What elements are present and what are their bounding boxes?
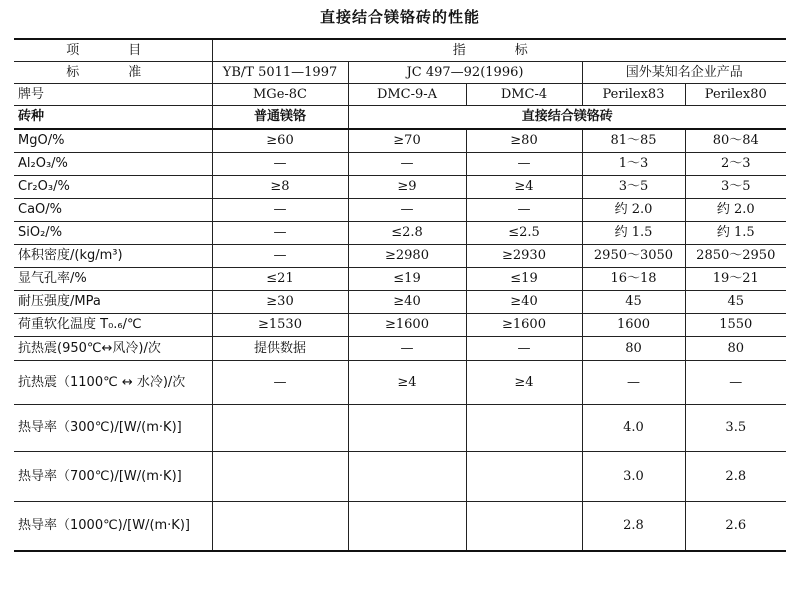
value-cell — [212, 501, 348, 551]
value-cell: 80 — [685, 336, 786, 360]
header-row-type — [14, 105, 786, 129]
row-label: CaO/% — [14, 198, 212, 221]
value-cell: 约 1.5 — [582, 221, 685, 244]
value-cell: 3～5 — [685, 175, 786, 198]
value-cell: 80 — [582, 336, 685, 360]
value-cell: 80～84 — [685, 129, 786, 152]
row-label: 抗热震(950℃↔风冷)/次 — [14, 336, 212, 360]
value-cell: 1600 — [582, 313, 685, 336]
value-cell — [348, 404, 466, 451]
value-cell: 4.0 — [582, 404, 685, 451]
value-cell: — — [212, 244, 348, 267]
properties-table — [14, 38, 786, 552]
value-cell: — — [685, 360, 786, 404]
row-label: 显气孔率/% — [14, 267, 212, 290]
value-cell: 81～85 — [582, 129, 685, 152]
value-cell: ≤2.5 — [466, 221, 582, 244]
value-cell: ≤19 — [466, 267, 582, 290]
value-cell: — — [348, 152, 466, 175]
table-row — [14, 501, 786, 551]
value-cell: — — [348, 336, 466, 360]
table-row — [14, 404, 786, 451]
value-cell: 约 2.0 — [582, 198, 685, 221]
row-label: 抗热震（1100℃ ↔ 水冷)/次 — [14, 360, 212, 404]
standard-foreign: 国外某知名企业产品 — [582, 61, 786, 83]
header-indicator: 指 标 — [212, 39, 786, 61]
value-cell: 2.8 — [685, 451, 786, 501]
row-label: 热导率（300℃)/[W/(m·K)] — [14, 404, 212, 451]
value-cell: 45 — [685, 290, 786, 313]
row-label: 荷重软化温度 T₀.₆/℃ — [14, 313, 212, 336]
value-cell: ≥40 — [348, 290, 466, 313]
value-cell: — — [212, 152, 348, 175]
brand-cell: Perilex80 — [685, 83, 786, 105]
table-row — [14, 175, 786, 198]
value-cell: ≥1600 — [348, 313, 466, 336]
value-cell — [348, 501, 466, 551]
value-cell: — — [466, 198, 582, 221]
table-row — [14, 198, 786, 221]
table-row — [14, 290, 786, 313]
row-label: MgO/% — [14, 129, 212, 152]
value-cell: 1～3 — [582, 152, 685, 175]
type-ordinary: 普通镁铬 — [212, 105, 348, 129]
value-cell — [212, 404, 348, 451]
value-cell: — — [212, 198, 348, 221]
value-cell: ≥80 — [466, 129, 582, 152]
value-cell: ≥8 — [212, 175, 348, 198]
value-cell: ≤21 — [212, 267, 348, 290]
value-cell: 2850～2950 — [685, 244, 786, 267]
value-cell — [466, 404, 582, 451]
table-row — [14, 267, 786, 290]
value-cell — [466, 501, 582, 551]
header-item: 项 目 — [14, 39, 212, 61]
row-label: 热导率（700℃)/[W/(m·K)] — [14, 451, 212, 501]
value-cell: 3.0 — [582, 451, 685, 501]
value-cell: ≥2930 — [466, 244, 582, 267]
standard-label: 标 准 — [14, 61, 212, 83]
table-row — [14, 129, 786, 152]
value-cell: 2.8 — [582, 501, 685, 551]
table-title: 直接结合镁铬砖的性能 — [319, 8, 480, 26]
brand-cell: DMC-9-A — [348, 83, 466, 105]
value-cell: 16～18 — [582, 267, 685, 290]
value-cell: 45 — [582, 290, 685, 313]
value-cell: 1550 — [685, 313, 786, 336]
value-cell: ≥9 — [348, 175, 466, 198]
value-cell: ≤19 — [348, 267, 466, 290]
brand-cell: MGe-8C — [212, 83, 348, 105]
value-cell: ≥40 — [466, 290, 582, 313]
header-row-brand — [14, 83, 786, 105]
brand-label: 牌号 — [14, 83, 212, 105]
value-cell: 2～3 — [685, 152, 786, 175]
value-cell — [466, 451, 582, 501]
value-cell: 19～21 — [685, 267, 786, 290]
value-cell: — — [582, 360, 685, 404]
value-cell: 约 1.5 — [685, 221, 786, 244]
value-cell — [212, 451, 348, 501]
header-row-item — [14, 39, 786, 61]
value-cell: 3～5 — [582, 175, 685, 198]
row-label: 体积密度/(kg/m³) — [14, 244, 212, 267]
row-label: 热导率（1000℃)/[W/(m·K)] — [14, 501, 212, 551]
value-cell: ≥4 — [466, 175, 582, 198]
row-label: 耐压强度/MPa — [14, 290, 212, 313]
standard-yb: YB/T 5011—1997 — [212, 61, 348, 83]
value-cell: ≥4 — [348, 360, 466, 404]
table-row — [14, 152, 786, 175]
row-label: Cr₂O₃/% — [14, 175, 212, 198]
standard-jc: JC 497—92(1996) — [348, 61, 582, 83]
table-row — [14, 244, 786, 267]
value-cell: — — [466, 336, 582, 360]
type-label: 砖种 — [14, 105, 212, 129]
value-cell: 3.5 — [685, 404, 786, 451]
table-row — [14, 336, 786, 360]
table-row — [14, 313, 786, 336]
value-cell: ≥70 — [348, 129, 466, 152]
value-cell: — — [212, 221, 348, 244]
table-row — [14, 360, 786, 404]
type-direct-bonded: 直接结合镁铬砖 — [348, 105, 786, 129]
table-row — [14, 221, 786, 244]
value-cell: ≥1530 — [212, 313, 348, 336]
brand-cell: DMC-4 — [466, 83, 582, 105]
value-cell: ≥4 — [466, 360, 582, 404]
value-cell: ≥1600 — [466, 313, 582, 336]
row-label: SiO₂/% — [14, 221, 212, 244]
value-cell: — — [348, 198, 466, 221]
value-cell: ≤2.8 — [348, 221, 466, 244]
value-cell: ≥60 — [212, 129, 348, 152]
value-cell: — — [212, 360, 348, 404]
value-cell: 2950～3050 — [582, 244, 685, 267]
value-cell: 2.6 — [685, 501, 786, 551]
value-cell: 提供数据 — [212, 336, 348, 360]
value-cell: 约 2.0 — [685, 198, 786, 221]
brand-cell: Perilex83 — [582, 83, 685, 105]
row-label: Al₂O₃/% — [14, 152, 212, 175]
value-cell: — — [466, 152, 582, 175]
value-cell — [348, 451, 466, 501]
header-row-standard — [14, 61, 786, 83]
table-row — [14, 451, 786, 501]
value-cell: ≥30 — [212, 290, 348, 313]
value-cell: ≥2980 — [348, 244, 466, 267]
